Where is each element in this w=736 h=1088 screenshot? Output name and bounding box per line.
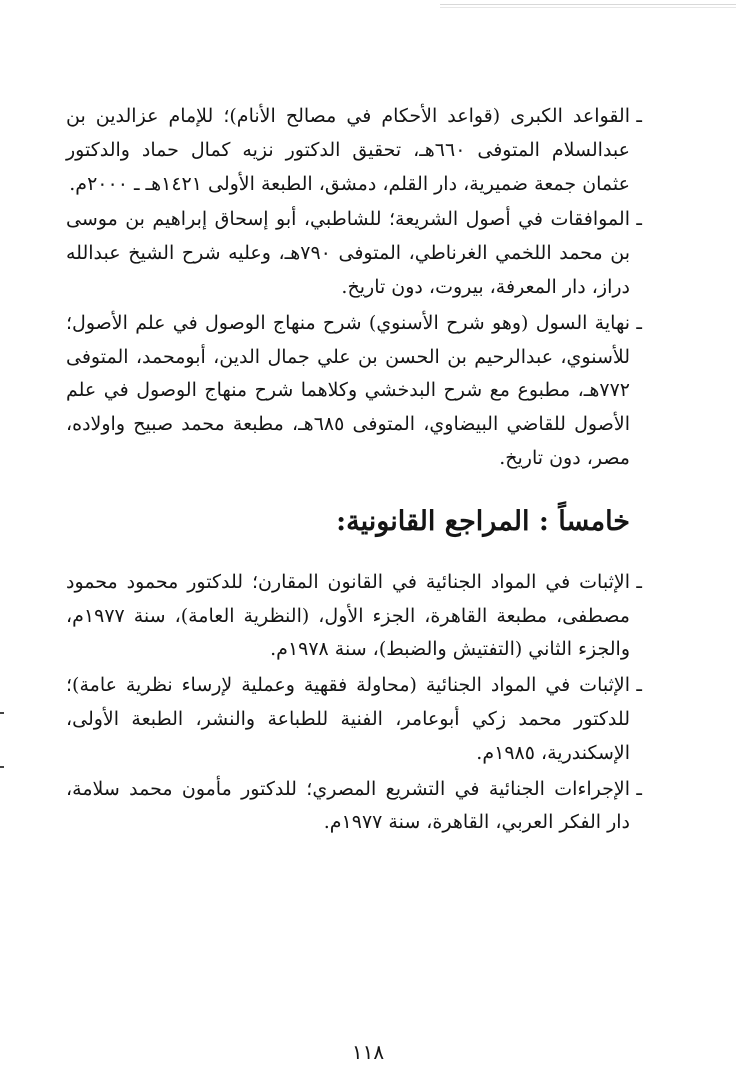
reference-entry — [66, 100, 642, 201]
bullet-dash: ـ — [636, 674, 642, 697]
bullet-dash: ـ — [636, 311, 642, 334]
reference-text: الإثبات في المواد الجنائية في القانون المقارن؛ للدكتور محمود محمود مصطفى، مطبعة القاهرة، الجزء الأول، (النظرية العامة)، سنة ١٩٧٧م، والجزء الثاني (التفتيش والضبط)، سنة ١٩٧٨م. — [66, 570, 630, 661]
section-heading-legal-references: خامساً : المراجع القانونية: — [336, 505, 630, 537]
bullet-dash: ـ — [636, 105, 642, 127]
reference-text: الإثبات في المواد الجنائية (محاولة فقهية وعملية لإرساء نظرية عامة)؛ للدكتور محمد زكي أبوعامر، الفنية للطباعة والنشر، الطبعة الأولى، الإسكندرية، ١٩٨٥م. — [66, 674, 630, 764]
page-top-edge — [440, 4, 736, 8]
reference-entry — [66, 773, 642, 841]
scan-margin-mark — [0, 712, 4, 714]
reference-entry — [66, 566, 642, 667]
section-islamic-references — [66, 100, 642, 476]
reference-text: القواعد الكبرى (قواعد الأحكام في مصالح الأنام)؛ للإمام عزالدين بن عبدالسلام المتوفى ٦٦٠هـ، تحقيق الدكتور نزيه كمال حماد والدكتور عثمان جمعة ضميرية، دار القلم، دمشق، الطبعة الأولى ١٤٢١هـ ـ ٢٠٠٠م. — [66, 105, 630, 195]
reference-text: نهاية السول (وهو شرح الأسنوي) شرح منهاج الوصول في علم الأصول؛ للأسنوي، عبدالرحيم بن الحسن بن علي جمال الدين، أبومحمد، المتوفى ٧٧٢هـ، مطبوع مع شرح البدخشي وكلاهما شرح منهاج الوصول في علم الأصول للقاضي البيضاوي، المتوفى ٦٨٥هـ، مطبعة محمد صبيح واولاده، مصر، دون تاريخ. — [66, 311, 630, 469]
reference-text: الموافقات في أصول الشريعة؛ للشاطبي، أبو إسحاق إبراهيم بن موسى بن محمد اللخمي الغرناطي، المتوفى ٧٩٠هـ، وعليه شرح الشيخ عبدالله دراز، دار المعرفة، بيروت، دون تاريخ. — [66, 208, 630, 298]
page-number: ١١٨ — [351, 1040, 385, 1064]
reference-entry — [66, 669, 642, 770]
bullet-dash: ـ — [636, 208, 642, 231]
references-body — [66, 100, 642, 840]
scan-margin-mark — [0, 766, 4, 768]
bullet-dash: ـ — [636, 777, 642, 800]
section-legal-references — [66, 566, 642, 840]
bullet-dash: ـ — [636, 570, 642, 593]
reference-text: الإجراءات الجنائية في التشريع المصري؛ للدكتور مأمون محمد سلامة، دار الفكر العربي، القاهرة، سنة ١٩٧٧م. — [66, 777, 630, 834]
reference-entry — [66, 203, 642, 304]
reference-entry — [66, 307, 642, 476]
